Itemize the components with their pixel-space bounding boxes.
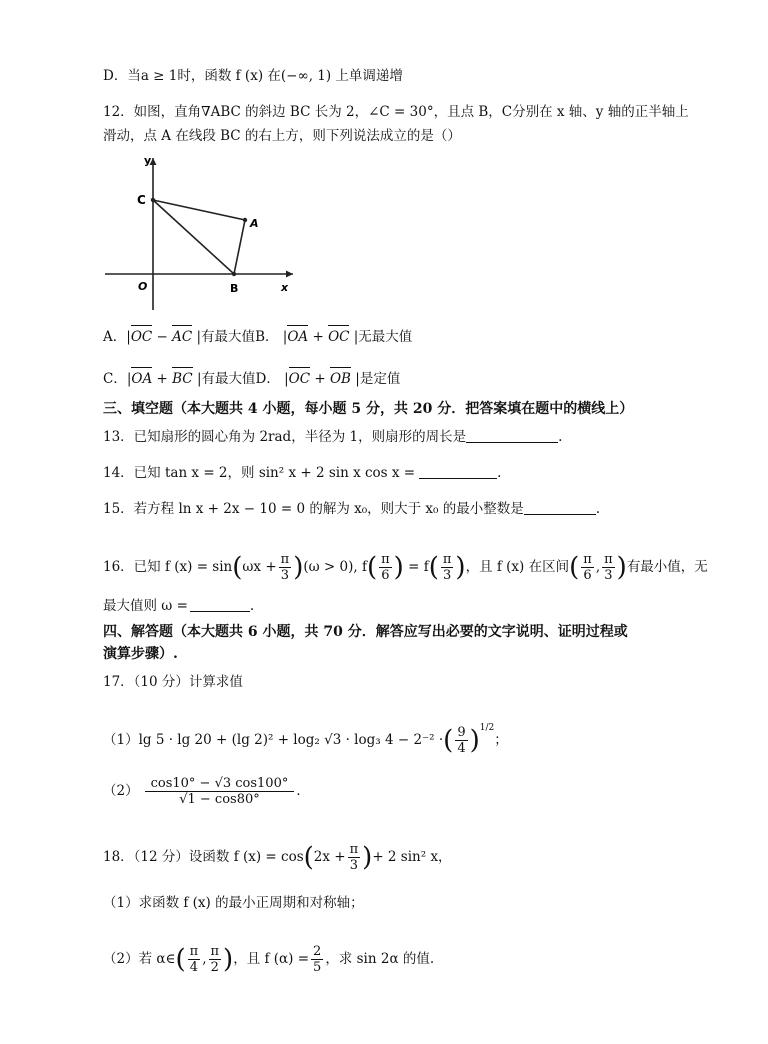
point-a <box>243 218 247 222</box>
section-4-title-1: 四、解答题（本大题共 6 小题，共 70 分．解答应写出必要的文字说明、证明过程或 <box>103 624 628 640</box>
op-plus: + <box>308 329 329 345</box>
label-x: x <box>281 281 289 294</box>
q15-text: 15．若方程 ln x + 2x − 10 = 0 的解为 x₀，则大于 x₀ 的最小整数是 <box>103 501 524 517</box>
q17-frac-9-4: $\frac{9}{4}$ <box>457 725 466 756</box>
q14-answer-blank[interactable] <box>419 464 497 479</box>
opt-d-label: D． <box>255 371 280 387</box>
opt-a-label: A． <box>103 329 127 345</box>
opt-c-label: C． <box>103 371 127 387</box>
q17-p2-fraction: $\frac{\cos 10^\circ - √3 \cos 100^\circ}{√1 - \cos 80^\circ}$ <box>145 776 295 807</box>
q16-line2: 最大值则 ω = . <box>103 598 255 614</box>
triangle-abc <box>153 200 245 274</box>
q17-p2-label: （2） <box>103 783 139 799</box>
point-c <box>151 198 155 202</box>
opt-a-tail: |有最大值 <box>192 329 256 345</box>
q16-frac-pi-3-b: $\frac{\pi}{3}$ <box>442 552 452 583</box>
q17-exponent: 1/2 <box>479 723 495 733</box>
q18-head3: + 2 sin² x， <box>372 849 452 865</box>
q16-interval-right: $\frac{\pi}{3}$ <box>604 552 613 583</box>
q16-part5: ，且 f (x) 在区间 <box>465 559 570 575</box>
q14: 14．已知 tan x = 2，则 sin² x + 2 sin x cos x = . <box>103 465 502 481</box>
vec-oc-2: OC <box>328 329 350 345</box>
op-plus-3: + <box>310 371 330 387</box>
q13-text: 13．已知扇形的圆心角为 2rad，半径为 1，则扇形的周长是 <box>103 429 467 445</box>
label-b: B <box>230 282 239 295</box>
q18-frac-pi-4: $\frac{\pi}{4}$ <box>189 944 199 975</box>
vec-ob: OB <box>329 371 351 387</box>
q16-interval-left: $\frac{\pi}{6}$ <box>583 552 592 583</box>
label-y: y <box>144 154 152 167</box>
label-o: O <box>138 280 148 293</box>
point-b <box>232 272 236 276</box>
vec-oa-2: OA <box>131 371 153 387</box>
q18-frac-pi-3: $\frac{\pi}{3}$ <box>349 842 359 873</box>
op-plus-2: + <box>152 371 173 387</box>
q18-p2a: （2）若 α∈ <box>103 951 176 967</box>
q17-heading: 17．（10 分）计算求值 <box>103 674 243 690</box>
opt-c-tail: |有最大值 <box>192 371 256 387</box>
q17-p1-expr: lg 5 · lg 20 + (lg 2)² + log₂ √3 · log₃ 4 − 2⁻² · <box>138 732 444 748</box>
q16-part4: = f <box>408 559 429 575</box>
q15: 15．若方程 ln x + 2x − 10 = 0 的解为 x₀，则大于 x₀ 的最小整数是 . <box>103 501 601 517</box>
q17-part2 <box>103 776 310 807</box>
q18-p2c: ，求 sin 2α 的值. <box>325 951 435 967</box>
q16-frac-pi-3: $\frac{\pi}{3}$ <box>280 552 290 583</box>
q16-line2-text: 最大值则 ω = <box>103 598 188 614</box>
q12-line2: 滑动，点 A 在线段 BC 的右上方，则下列说法成立的是（） <box>103 128 461 144</box>
q11-option-d: D．当a ≥ 1时，函数 f (x) 在(−∞, 1) 上单调递增 <box>103 68 403 84</box>
vec-ac: AC <box>172 329 193 345</box>
q16-part6: 有最小值，无 <box>626 559 708 575</box>
q12-line1: 12．如图，直角∇ABC 的斜边 BC 长为 2，∠C = 30°，且点 B，C分别在 x 轴、y 轴的正半轴上 <box>103 104 689 120</box>
q17-p1-end: ； <box>494 732 508 748</box>
q17-p1-label: （1） <box>103 732 139 748</box>
q16-part3: (ω > 0), f <box>303 559 367 575</box>
q12-options-cd: C．|OA + BC |有最大值D． |OC + OB |是定值 <box>103 371 401 387</box>
opt-d-tail: |是定值 <box>350 371 401 387</box>
q18-heading: 18．（12 分）设函数 f (x) = cos(2x + $\frac{\pi}{3}$ )+ 2 sin² x， <box>103 842 452 873</box>
q18-frac-2-5: $\frac{2}{5}$ <box>313 944 322 975</box>
label-c: C <box>137 193 146 207</box>
opt-b-label: B． <box>255 329 279 345</box>
q16-line1: 16．已知 f (x) = sin(ωx + $\frac{\pi}{3}$ )(ω > 0), f( $\frac{\pi}{6}$ ) = f( $\frac{\pi}{3}$ )，且 f (x) 在区间( $\frac{\pi}{6}$ , $\frac{\pi}{3}$ )有最小值，无 <box>103 552 708 583</box>
label-a: A <box>250 217 259 230</box>
q18-head1: 18．（12 分）设函数 f (x) = cos <box>103 849 304 865</box>
q12-options-ab: A．|OC − AC |有最大值B． |OA + OC |无最大值 <box>103 329 413 345</box>
vec-oc: OC <box>130 329 153 345</box>
q17-p2-end: ． <box>296 783 310 799</box>
q17-part1: （1）lg 5 · lg 20 + (lg 2)² + log₂ √3 · log₃ 4 − 2⁻² ·( $\frac{9}{4}$ )$^{1/2}$； <box>103 723 508 756</box>
vec-oa: OA <box>287 329 309 345</box>
q15-answer-blank[interactable] <box>524 500 596 515</box>
q16-frac-pi-6: $\frac{\pi}{6}$ <box>381 552 390 583</box>
vec-oc-3: OC <box>288 371 311 387</box>
q18-part1: （1）求函数 f (x) 的最小正周期和对称轴； <box>103 895 364 911</box>
q18-p2b: ，且 f (α) = <box>233 951 310 967</box>
vec-bc: BC <box>172 371 193 387</box>
q12-figure <box>103 150 303 315</box>
opt-b-tail: |无最大值 <box>349 329 413 345</box>
q16-part2: ωx + <box>242 559 277 575</box>
section-3-title: 三、填空题（本大题共 4 小题，每小题 5 分，共 20 分．把答案填在题中的横线上） <box>103 401 634 417</box>
q14-text: 14．已知 tan x = 2，则 sin² x + 2 sin x cos x = <box>103 465 416 481</box>
x-axis-arrow <box>286 271 293 278</box>
q18-frac-pi-2: $\frac{\pi}{2}$ <box>210 944 220 975</box>
q13-answer-blank[interactable] <box>466 428 558 443</box>
op-minus: − <box>152 329 173 345</box>
q13: 13．已知扇形的圆心角为 2rad，半径为 1，则扇形的周长是 . <box>103 429 563 445</box>
q16-part1: 16．已知 f (x) = sin <box>103 559 233 575</box>
q18-head2: 2x + <box>313 849 346 865</box>
q16-answer-blank[interactable] <box>190 597 250 612</box>
q18-part2: （2）若 α∈( $\frac{\pi}{4}$ , $\frac{\pi}{2}$ )，且 f (α) = $\frac{2}{5}$ ，求 sin 2α 的值. <box>103 944 435 975</box>
section-4-title-2: 演算步骤）. <box>103 646 178 662</box>
